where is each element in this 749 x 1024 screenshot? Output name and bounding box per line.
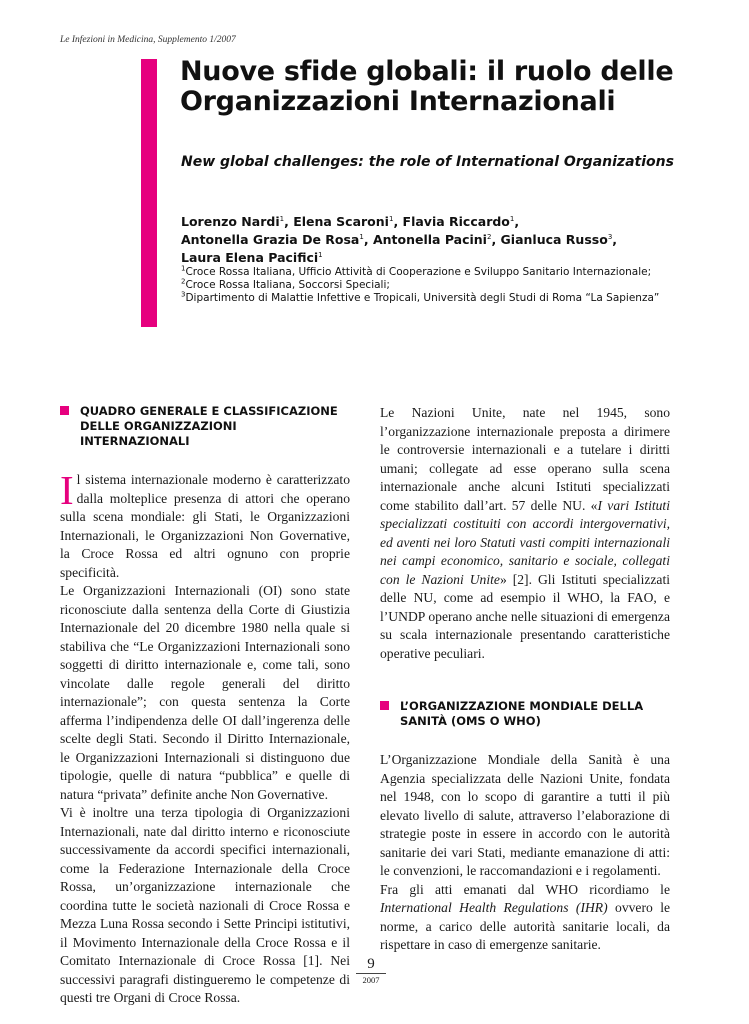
section-heading: L’ORGANIZZAZIONE MONDIALE DELLA SANITÀ (OMS O WHO) bbox=[380, 699, 670, 729]
body-paragraph: Le Organizzazioni Internazionali (OI) sono state riconosciute dalla sentenza della Corte di Giustizia Internazionale del 20 dicembre 1980 nella quale si stabiliva che “Le Organizzazioni Internazionali sono soggetti di diritto internazionale e, come tali, sono vincolate dalle regole generali del diritto internazionale”; con questa sentenza la Corte afferma l’indipendenza delle OI dall’ingerenza delle scelte degli Stati. Secondo il Diritto Internazionale, le Organizzazioni Internazionali si distinguono due tipologie, quelle di natura “pubblica” e quelle di natura “privata” definite anche Non Governative. bbox=[60, 583, 350, 802]
author-affiliation-mark: 3 bbox=[607, 232, 613, 241]
left-column bbox=[60, 404, 350, 1008]
affiliation-item: $^3$Dipartimento di Malattie Infettive e Tropicali, Università degli Studi di Roma “La Sapienza” bbox=[181, 290, 660, 304]
right-column bbox=[380, 404, 670, 955]
author: Antonella Grazia De Rosa bbox=[181, 232, 360, 247]
article-subtitle: New global challenges: the role of International Organizations bbox=[181, 154, 674, 170]
accent-bar bbox=[141, 59, 157, 327]
author-affiliation-mark: 1 bbox=[388, 214, 394, 223]
body-paragraph: Il sistema internazionale moderno è caratterizzato dalla molteplice presenza di attori che operano sulla scena mondiale: gli Stati, le Organizzazioni Internazionali, le Organizzazioni Non Governative, la Croce Rossa ed altri ognuno con proprie specificità. bbox=[60, 467, 350, 580]
drop-cap: I bbox=[60, 467, 74, 513]
section-square-icon bbox=[380, 701, 389, 710]
body-paragraph: Le Nazioni Unite, nate nel 1945, sono l’organizzazione internazionale preposta a dirimere le controversie internazionali e a tutelare i diritti umani; collegate ad esse operano sulla scena internazionale anche alcuni Istituti specializzati come stabilito dall’art. 57 delle NU. «I vari Istituti specializzati costituiti con accordi intergovernativi, ed aventi nei loro Statuti vasti compiti internazionali nei campi economico, sanitario e sociale, collegati con le Nazioni Unite» [2]. Gli Istituti specializzati delle NU, come ad esempio il WHO, la FAO, e l’UNDP operano anche nelle situazioni di emergenza su scala internazionale presentando caratteristiche operative peculiari. bbox=[380, 405, 671, 661]
affiliation-item: $^1$Croce Rossa Italiana, Ufficio Attività di Cooperazione e Sviluppo Sanitario Internazionale; bbox=[181, 264, 652, 278]
page-year: 2007 bbox=[356, 973, 386, 985]
author: Elena Scaroni bbox=[293, 214, 389, 229]
article-title: Nuove sfide globali: il ruolo delle Organizzazioni Internazionali bbox=[180, 56, 674, 117]
section-heading: QUADRO GENERALE E CLASSIFICAZIONE DELLE ORGANIZZAZIONI INTERNAZIONALI bbox=[60, 404, 350, 449]
author-affiliation-mark: 2 bbox=[486, 232, 492, 241]
affiliations bbox=[181, 266, 701, 305]
page-number: 9 bbox=[367, 956, 375, 972]
journal-header: Le Infezioni in Medicina, Supplemento 1/2007 bbox=[60, 35, 236, 45]
author: Antonella Pacini bbox=[372, 232, 487, 247]
body-paragraph: L’Organizzazione Mondiale della Sanità è una Agenzia specializzata delle Nazioni Unite, fondata nel 1948, con lo scopo di garantire a tutti il più elevato livello di salute, attraverso l’elaborazione di strategie poste in essere in accordo con le autorità sanitarie dei vari Stati, mediante emanazione di atti: le convenzioni, le raccomandazioni e i regolamenti. bbox=[380, 752, 670, 878]
author: Flavia Riccardo bbox=[402, 214, 510, 229]
author: Lorenzo Nardi bbox=[181, 214, 280, 229]
author-affiliation-mark: 1 bbox=[318, 250, 323, 259]
author-affiliation-mark: 1 bbox=[509, 214, 515, 223]
body-paragraph: Vi è inoltre una terza tipologia di Organizzazioni Internazionali, nate dal diritto interno e riconosciute successivamente da accordi specifici internazionali, come la Federazione Internazionale della Croce Rossa, un’organizzazione internazionale che coordina tutte le società nazionali di Croce Rossa e Mezza Luna Rossa secondo i Sette Principi istitutivi, il Movimento Internazionale della Croce Rossa e il Comitato Internazionale di Croce Rossa [1]. Nei successivi paragrafi distingueremo le competenze di questi tre Organi di Croce Rossa. bbox=[60, 805, 350, 1005]
author: Laura Elena Pacifici bbox=[181, 250, 319, 265]
body-paragraph: Fra gli atti emanati dal WHO ricordiamo le International Health Regulations (IHR) ovvero le norme, a carico delle autorità sanitarie locali, da rispettare in caso di emergenze sanitarie. bbox=[380, 881, 671, 952]
author: Gianluca Russo bbox=[500, 232, 608, 247]
author-affiliation-mark: 1 bbox=[279, 214, 285, 223]
section-square-icon bbox=[60, 406, 69, 415]
author-list: Lorenzo Nardi$^1$, Elena Scaroni$^1$, Flavia Riccardo$^1$, Antonella Grazia De Rosa$^1$, Antonella Pacini$^2$, Gianluca Russo$^3$, Laura Elena Pacifici$^1$ bbox=[181, 214, 618, 265]
author-affiliation-mark: 1 bbox=[359, 232, 364, 241]
affiliation-item: $^2$Croce Rossa Italiana, Soccorsi Speciali; bbox=[181, 277, 390, 291]
